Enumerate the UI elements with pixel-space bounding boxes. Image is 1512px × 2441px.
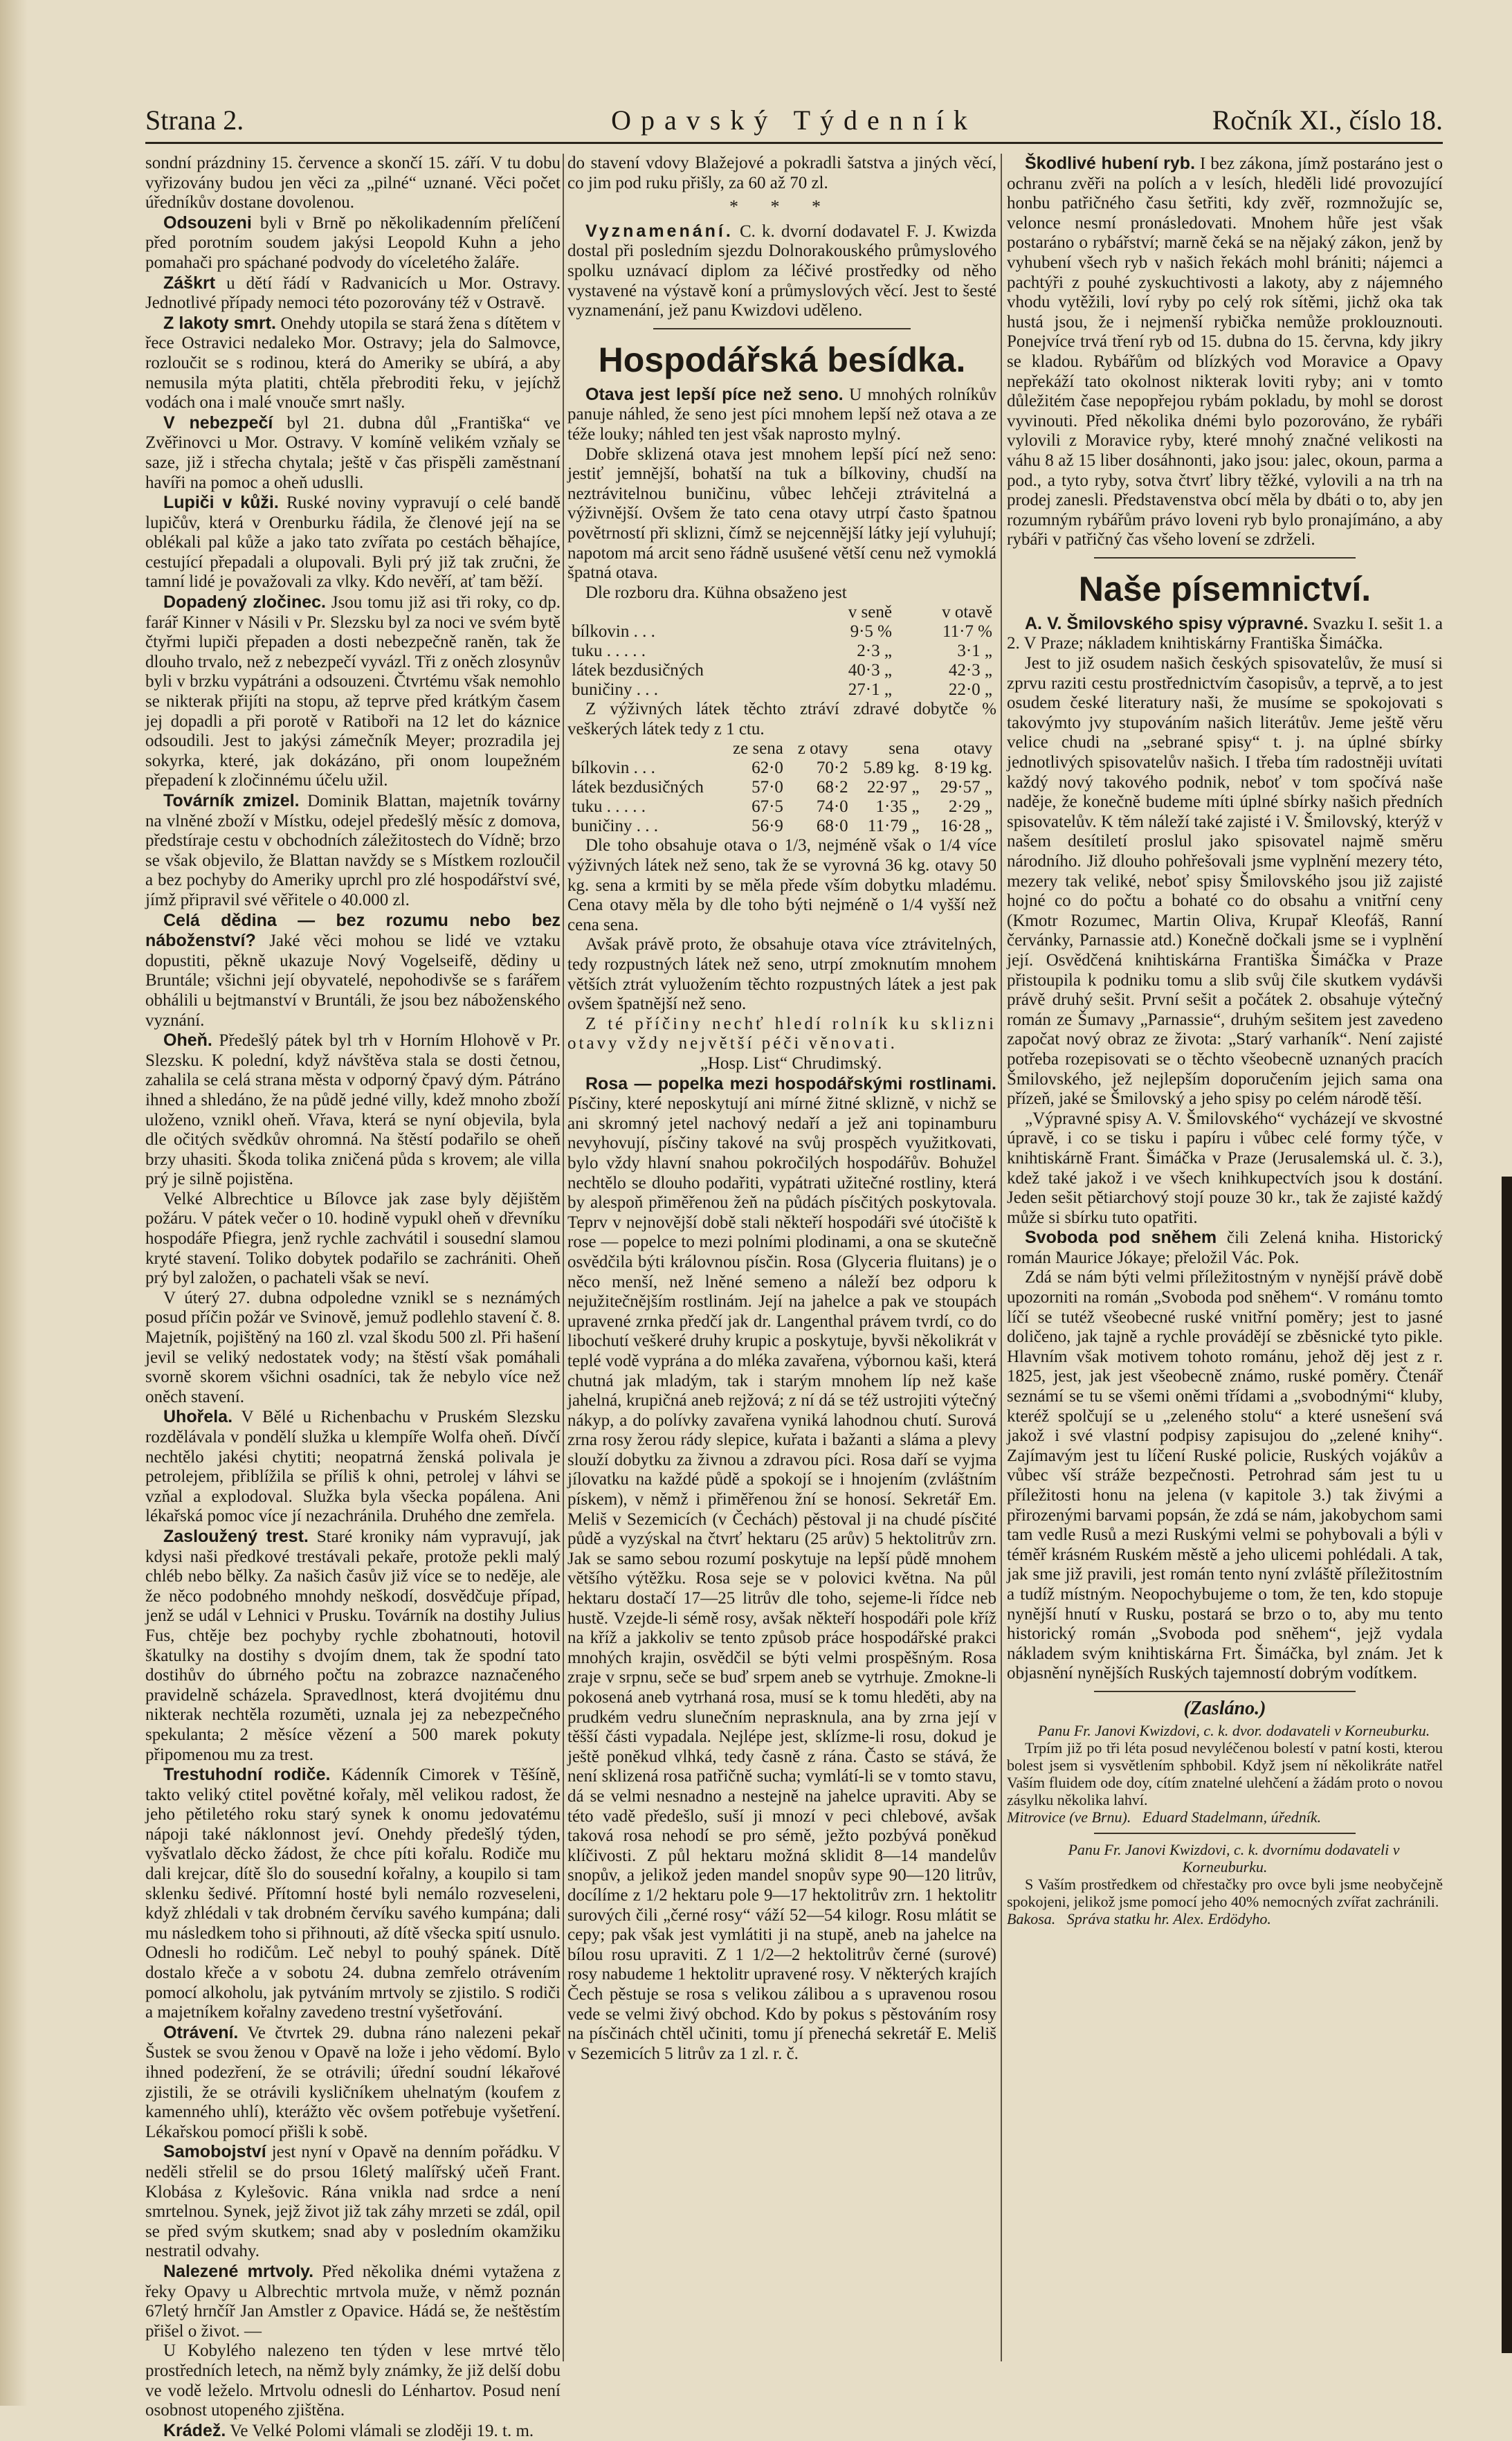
news-item — [145, 1190, 561, 1289]
article-text: I bez zákona, jímž postaráno jest o ochranu zvěři na polích a v lesích, hleděli lidé provozující honbu patřičného času šetřiti, kdy zvěř, rozmnožujíc se, velonce nesmí pronásledovati. Mnohem hůře jest však postaráno o rybářství; marně čeká se na nějaký zákon, jenž by vyhubení všech ryb v našich řekách mohl brániti; nájemci a pachtýři z pouhé zyskuchtivosti a lakoty, aby z nájemného vhodu vytěžili, loví ryby po celý rok sítěmi, jichž oka tak hustá jsou, že i nejmenší rybička nemůže proklouznouti. Ponejvíce trvá tření ryb od 15. dubna do 15. června, kdy jikry se kladou. Rybářům od blízkých vod Moravice a Opavy nepřekáží tato okolnost nikterak loviti ryby; ani v tomto důležitém čase nepopřejou rybám pokladu, by mohl se dorost vyvinouti. Před několika dnémi bylo pozorováno, že rybáři vylovili z Moravice ryby, které mnohý značné velikosti na váhu 8 až 15 liber dosáhnonti, jako jsou: jalec, okoun, parma a pod., a tyto ryby, sotva čtvrť libry těžké, vylovili a na trh na prodej zanesli. Představenstva obcí měla by dbáti o to, aby jen rozumným rybářům právo loveni ryb bylo pronajímáno, a aby rybáři v patřičný čas všeho lovení se zdrželi. — [1007, 154, 1443, 550]
news-item — [145, 2023, 561, 2143]
article-lead: Otava jest lepší píce než seno. — [585, 384, 844, 404]
table-header-cell: otavy — [954, 739, 992, 759]
table-cell: 22·0 „ — [948, 680, 992, 700]
article-skodlive — [1007, 154, 1443, 550]
news-text: Velké Albrechtice u Bílovce jak zase byly dějištěm požáru. V pátek večer o 10. hodině vypukl oheň v dřevníku hospodáře Pfiegra, jenž rychle zachvátil i sousední slamou kryté stavení. Toliko dobytek podařilo se zachrániti. Oheň prý byl založen, o pachateli však se neví. — [145, 1189, 561, 1288]
article-rosa — [567, 1074, 996, 2065]
letter-signature: Eduard Stadelmann, úředník. — [1142, 1808, 1322, 1826]
letter-text: S Vaším prostředkem od chřestačky pro ovce byli jsme neobyčejně spokojeni, jelikož jsme pomocí jeho 40% nemocných zvířat zachránili. — [1007, 1875, 1443, 1910]
table-cell: 16·28 „ — [940, 817, 992, 836]
table-cell: 5.89 kg. — [863, 759, 920, 778]
news-item — [145, 2421, 561, 2441]
news-item — [145, 493, 561, 592]
table-cell: 40·3 „ — [848, 661, 892, 680]
table-cell: 22·97 „ — [866, 778, 920, 797]
news-item — [145, 2341, 561, 2420]
table-cell: 2·29 „ — [948, 797, 992, 817]
table-row — [567, 661, 996, 680]
news-text: Dominik Blattan, majetník továrny na vlněné zboží v Místku, odejel předešlý měsíc z domova, předstíraje cestu v obchodních záležitostech do Vídně; brzo se však objevilo, že Blattan navždy se s Místkem rozloučil a bez pochyby do Ameriky uprchl pro zlé hospodářství své, jímž připravil své věřitele o 40.000 zl. — [145, 792, 561, 909]
news-text: Předešlý pátek byl trh v Horním Hlohově v Pr. Slezsku. K polední, když návštěva stala se dosti četnou, zahalila se celá strana města v odporný čpavý dým. Pátráno ihned a shledáno, že na půdě jedné villy, kdež mnoho zboží uloženo, vznikl oheň. Vřava, která se nyní objevila, byla dle očitých svědkův ohromná. Na štěstí podařilo se oheň brzy uhasiti. Škoda tolika zničená půda s krovem; ale villa prý je silně pojistěna. — [145, 1031, 561, 1189]
news-text: Onehdy utopila se stará žena s dítětem v řece Ostravici nedaleko Mor. Ostravy; jela do Salmovce, rozloučit se s rodinou, která do Ameriky se ubírá, a aby nemusila mýta platiti, chtěla přebroditi řeku, v jejíchž vodách ona i malé vnouče smrt našly. — [145, 314, 561, 412]
news-item — [145, 2142, 561, 2262]
article-lead: A. V. Šmilovského spisy výpravné. — [1025, 613, 1309, 633]
news-text: u dětí řádí v Radvanicích u Mor. Ostravy. Jednotlivé případy nemoci této pozorovány též v Ostravě. — [145, 273, 561, 313]
news-lead: Záškrt — [163, 273, 216, 293]
paragraph: Avšak právě proto, že obsahuje otava více ztrávitelných, tedy rozpustných látek než seno, utrpí zmoknutím mnohem větších ztrát vyluožením těchto rozpustných látek a jest pak ovšem špatnější než seno. — [567, 935, 996, 1014]
news-lead: Celá dědina — bez rozumu nebo bez náboženství? — [145, 910, 561, 951]
news-item — [145, 1407, 561, 1527]
table-cell: 11·79 „ — [867, 817, 920, 836]
news-item — [145, 413, 561, 493]
news-lead: Lupiči v kůži. — [163, 493, 279, 513]
nutrient-table — [567, 603, 996, 700]
volume-issue: Ročník XI., číslo 18. — [1212, 105, 1443, 136]
news-lead: Zasloužený trest. — [163, 1526, 309, 1546]
table-header-cell: v otavě — [942, 603, 992, 622]
table-header-cell: z otavy — [797, 739, 848, 759]
article-lead: Vyznamenání. — [585, 221, 734, 241]
news-text: Ruské noviny vypravují o celé bandě lupičův, která v Orenburku řádila, že členové její na se oblékali pal kůže a jako tato zvířata po cestách běhajíce, cestující přepadali a olupovali. Byli prý již tak zručni, že tamní lidé je považovali za vlky. Kdo nevěří, ať tam běží. — [145, 493, 561, 592]
table-header-cell: v seně — [848, 603, 892, 622]
column-1 — [145, 154, 561, 2440]
table-cell: 70·2 — [816, 759, 848, 778]
zaslano-heading: (Zasláno.) — [1183, 1697, 1266, 1719]
article-vyznamenani — [567, 221, 996, 321]
news-item — [145, 592, 561, 791]
news-lead: Trestuhodní rodiče. — [163, 1765, 331, 1785]
table-cell: 56·9 — [752, 817, 783, 836]
article-continuation: do stavení vdovy Blažejové a pokradli šatstva a jiných věcí, co jim pod ruku přišly, za 60 až 70 zl. — [567, 154, 996, 192]
table-cell: 8·19 kg. — [934, 759, 992, 778]
section-heading: Naše písemnictví. — [1078, 569, 1372, 608]
news-item — [145, 314, 561, 413]
letter-place — [1007, 1808, 1443, 1826]
news-text: Jaké věci mohou se lidé ve vztaku dopustiti, pěkně ukazuje Nový Vogelseifě, dědiny u Bruntále; všichni její obyvatelé, nepohodivše se s farářem obhálili u bejtmanství v Bruntáli, že jsou bez náboženského vyznání. — [145, 932, 561, 1030]
news-lead: Dopadený zločinec. — [163, 592, 326, 612]
table-cell: tuku . . . . . — [572, 642, 646, 661]
table-cell: 3·1 „ — [957, 642, 992, 661]
column-2 — [567, 154, 996, 2361]
paragraph: Dle toho obsahuje otava o 1/3, nejméně však o 1/4 více výživných látek než seno, tak že se vyrovná 36 kg. otavy 50 kg. sena a krmiti by se měla přede vším dobytku mladému. Cena otavy měla by dle toho býti nejméně o 1/4 vyšší než cena sena. — [567, 836, 996, 934]
table-header-cell — [567, 739, 722, 759]
newspaper-title: Opavský Týdenník — [611, 105, 977, 136]
table-row — [567, 680, 996, 700]
news-item — [145, 273, 561, 314]
letter-place — [1007, 1910, 1443, 1927]
table-header-cell: sena — [889, 739, 920, 759]
table-cell: 67·5 — [752, 797, 783, 817]
news-text: Před několika dnémi vytažena z řeky Opavy u Albrechtic mrtvola muže, v němž poznán 67letý hrnčíř Jan Amstler z Opavice. Hádá se, že neštěstím přišel o život. — — [145, 2262, 561, 2341]
article-lead: Rosa — popelka mezi hospodářskými rostlinami. — [585, 1073, 996, 1094]
news-text: V Bělé u Richenbachu v Pruském Slezsku rozdělávala v pondělí služka u klempíře Wolfa oheň. Dívčí nechtělo jakési chytiti; neopatrná ženská polivala je petrolejem, přiblížila se příliš k ohni, petrolej v láhvi se vzňal a explodoval. Služka byla všecka popálena. Ani lékařská pomoc více jí nezachránila. Druhého dne zemřela. — [145, 1408, 561, 1526]
article-text: Písčiny, které neposkytují ani mírné žitné sklizně, v nichž se ani skromný jetel nachový nedaří a jež ani topinamburu nevyhovují, písčiny takové na svůj prospěch využitkovati, bylo vždy hlavní snahou pokročilých hospodářův. Bohužel nechtělo se dlouho podařiti, vypátrati užitečné rostliny, která by alespoň přiměřenou žeň na půdách písčitých poskytovala. Teprv v nejnovější době stali někteří hospodáři své útočiště k rose — popelce to mezi polními plodinami, a ona se skutečně osvědčila býti královnou písčin. Rosa (Glyceria fluitans) je o něco menší, než lněné semeno a náleží bez odporu k nejužitečnějším rostlinám. Její na jahelce a pak ve stoupách upravené zrnka předčí jak dr. Langenthal právem tvrdí, co do libochutí veškeré druhy krupic a poskytuje, byvši několikrát v teplé vodě vyprána a do mléka zavařena, výbornou kaši, která chutná jak mladým, tak i starým mnohem líp než kaše jahelná, krupičná aneb rejžová; z ní dá se též ustrojiti výtečný nákyp, a do polívky zavařena vyniká lahodnou chutí. Surová zrna rosy žerou rády slepice, kuřata i bažanti a sláma a plevy slouží dobytku za živnou a zdravou píci. Rosa daří se vyjma jílovatku na každé půdě a spokojí se i hnojením (zvláštním pískem), v němž i přiměřenou žní se honosí. Sekretář Em. Meliš v Sezemicích (v Čechách) pěstoval ji na chudé písčité půdě a vyzýskal na čtvrť hektaru (25 arův) 5 hektolitrův zrn. Jak se samo sebou rozumí poskytuje na lepší půdě mnohem většího výtěžku. Rosa seje se v polovici května. Na půl hektaru dostačí 17—25 litrův dle toho, sejeme-li řídce neb hustě. Vzejde-li sémě rosy, avšak někteří hospodáři pole kříž na kříž a jakkoliv se tento způsob práce hospodářské prakci mnohých krajin, osvědčil se býti velmi prospěšným. Rosa zraje v srpnu, seče se buď srpem aneb se vytrhuje. Zmokne-li pokosená aneb vytrhaná rosa, musí se k tomu hleděti, aby na prudkém vedru slunečním neprasknula, ana by zrna její v těšší části vypadala. Nejlépe jest, sklízme-li rosu, dokud je ještě poněkud vlhká, tedy časně z rána. Často se stává, že není sklizená rosa patřičně sucha; vymlátí-li se v tomto stavu, dá se velmi nesnadno a nestejně na jahelce upraviti. Aby se této vadě předešlo, suší ji mnozí v peci chlebové, avšak taková rosa nehodí se pro sémě, ježto pozbývá poněkud klíčivosti. Z půl hektaru možná sklidit 8—14 mandelův snopův, a jelikož jeden mandel snopův sype 90—120 litrův, docílíme z 1/2 hektaru pole 9—17 hektolitrův zrn. 1 hektolitr surových čili „černé rosy“ váží 52—54 kilogr. Rosu mlátit se cepy; pak však jest vymlátiti ji na stupě, aneb na jahelce na bílou rosu upraviti. Z 1 1/2—2 hektolitrův černé (surové) rosy nabudeme 1 hektolitr upravené rosy. V některých krajích Čech pěstuje se rosa s velikou zálibou a s upravenou rosou vede se velmi živý obchod. Kdo by pokus s pěstováním rosy na písčinách chtěl učiniti, tomu jí přenechá sekretář E. Meliš v Sezemicích 5 litrův za 1 zl. r. č. — [567, 1094, 997, 2063]
article-lead: Svoboda pod sněhem — [1025, 1228, 1217, 1248]
table-cell: 68·2 — [816, 778, 848, 797]
letter-text: Trpím již po tři léta posud nevyléčenou bolestí v patní kosti, kterou bolest jsem si vysvětlením sphbobil. Když jsem ní několikráte natřel Vaším fluidem ode doy, cítím znatelné ulehčení a žádám proto o novou zásylku několika lahví. — [1007, 1739, 1443, 1808]
header-rule — [145, 142, 1443, 144]
news-item — [145, 1031, 561, 1190]
digestible-table — [567, 739, 996, 836]
news-item — [145, 1527, 561, 1765]
table-cell: 62·0 — [752, 759, 783, 778]
paragraph: Jest to již osudem našich českých spisovatelův, že musí si zprvu raziti cestu prostřednictvím časopisův, a teprvě, a to jest osudem české literatury naši, že musíme se spokojovati s takovýmto jvy stupováním našich literátův. Jeme ještě věru velice chudi na „sebrané spisy“ t. j. na úplné sbírky jednotlivých spisovatelův našich. I třeba tím radostněji uvítati každý nový takového podnik, neboť v tom spočívá naše naděje, že konečně budeme míti úplné sbírky našich předních spisovatelův. K těm náleží také zajisté i V. Šmilovský, kterýž v našem desítiletí proslul jako spisovatel najmě směru národního. Již dlouho pohřešovali jsme vyplnění mezery této, mezery tak veliké, neboť spisy Šmilovského jsou již zajisté hojné co do počtu a bohaté co do obsahu a vnitřní ceny (Kmotr Rozumec, Martin Oliva, Krupař Kleofáš, Ranní červánky, Parnassie atd.) Konečně dočkali jsme se i vyplnění její. Osvědčená knihtiskárna Františka Šimáčka v Praze přistoupila k podniku tomu a slib svůj čile skutkem vydávši právě druhý sešit. První sešit a počátek 2. obsahuje výtečný román ze Šumavy „Parnassie“, druhým sešitem jest zavedeno započat nový obraz ze života: „Starý varhaník“. Není zajisté potřeba rozepisovati se o těchto všeobecně uznaných pracích Šmilovského, jež nejlepším doporučením jejich sama ona přízeň, jaké se Šmilovský a jeho spisy po celém národě těší. — [1007, 654, 1443, 1109]
table-cell: 68·0 — [816, 817, 848, 836]
news-lead: Nalezené mrtvoly. — [163, 2261, 314, 2281]
section-heading: Hospodářská besídka. — [598, 340, 966, 379]
article-lead: Škodlivé hubení ryb. — [1025, 154, 1196, 173]
news-text: U Kobylého nalezeno ten týden v lese mrtvé tělo prostředních letech, na němž byly známky, že již delší dobu ve vodě leželo. Mrtvolu odnesli do Lénhartov. Posud není osobnost utopeného zjištěna. — [145, 2341, 561, 2420]
source-signature: „Hosp. List“ Chrudimský. — [700, 1054, 882, 1073]
table-cell: 11·7 % — [942, 622, 992, 642]
letter-place-text: Mitrovice (ve Brnu). — [1007, 1808, 1131, 1826]
table-row — [567, 817, 996, 836]
article-text: čili Zelená kniha. Historický román Maurice Jókaye; přeložil Vác. Pok. — [1007, 1228, 1443, 1267]
news-text: Ve čtvrtek 29. dubna ráno nalezeni pekař Šustek se svou ženou v Opavě na lože i jeho vědomí. Bylo ihned podezření, že se otrávili; úřední soudní lékařové zjistili, že se otrávili kysličníkem uhelnatým (koufem z kamenného uhlí), kterážto věc ovšem potřebuje vyšetření. Lékařskou pomocí přišli k sobě. — [145, 2023, 561, 2141]
news-lead: Krádež. — [163, 2420, 226, 2440]
page-edge-shade — [0, 0, 28, 2406]
letter-address: Panu Fr. Janovi Kwizdovi, c. k. dvor. dodavateli v Korneuburku. — [1037, 1721, 1430, 1739]
news-lead: Továrník zmizel. — [163, 791, 300, 810]
paragraph: Dobře sklizená otava jest mnohem lepší pící než seno: jestiť jemnější, bohatší na tuk a bílkoviny, chudší na neztrávitelnou buničinu, vůbec lehčeji ztrávitelná a výživnější. Ovšem že tato cena otavy utrpí často špatnou povětrností při sklizni, čímž se nejcennější látky její vyluhují; napotom má arcit seno řádně usušené větší cenu než vymoklá špatná otava. — [567, 444, 996, 583]
paragraph: „Výpravné spisy A. V. Šmilovského“ vycházejí ve skvostné úpravě, i co se tisku i papíru i vůbec celé formy týče, v knihtiskárně Frant. Šimáčka v Praze (Jerusalemská ul. č. 3.), kdež také jakož i ve všech knihkupectvích jsou k dostání. Jeden sešit pětiarchový stojí pouze 30 kr., tak že zajisté každý může si sbírku tuto opatřiti. — [1007, 1109, 1443, 1227]
article-text: Svazku I. sešit 1. a 2. V Praze; nákladem knihtiskárny Františka Šimáčka. — [1007, 614, 1443, 653]
news-lead: V nebezpečí — [163, 412, 273, 433]
table-cell: buničiny . . . — [572, 680, 658, 700]
column-3 — [1007, 154, 1443, 2361]
table-cell: 57·0 — [752, 778, 783, 797]
letter-place-text: Bakosa. — [1007, 1909, 1056, 1927]
article-otava — [567, 385, 996, 445]
table-header-cell: ze sena — [733, 739, 783, 759]
paragraph: Z té příčiny nechť hledí rolník ku sklizni otavy vždy největší péči věnovati. — [567, 1014, 996, 1053]
table-cell: látek bezdusičných — [572, 661, 704, 680]
table-cell: tuku . . . . . — [572, 797, 646, 817]
table-cell: 1·35 „ — [875, 797, 920, 817]
paragraph: Zdá se nám býti velmi příležitostným v nynější právě době upozorniti na román „Svoboda pod sněhem“. V románu tomto líčí se tutéž všeobecné ruské vnitřní poměry; jest to jasné doličeno, jak tajně a rychle provádějí se zběsnické tyto pikle. Hlavním však motivem tohoto románu, jehož děj jest z r. 1825, jest, jak jest všeobecně známo, ruské poměry. Čtenář seznámí se tu se všemi oněmi třídami a „svobodnými“ kluby, kteréž spolčují se u „zeleného stolu“ a které usnešení svá jakož i své vlastní podpisy zapisujou do „zelené knihy“. Zajímavým jest tu líčení Ruské policie, Ruských vojákův a vůbec vší stráže bezpečnosti. Petrohrad sám jest tu u příležitosti honu na jelena (v kapitole 3.) tak živými a přirozenými barvami popsán, že zdá se nám, jakobychom sami tam vedle Rusů a mezi Ruskými velmi se pohybovali a býli v téměř krásném Ruském městě a jeho ulicemi pohlédali. A tak, jak sme již pravili, jest román tento nyní zvláště příležitostním a tudíž místným. Neopochybujeme o tom, že ten, kdo stopuje nynější hnutí v Rusku, postará se brzo o to, aby mu tento historický román „Svoboda pod sněhem“, jejž vydala nákladem svým knihtiskárna Frt. Šimáčka, byl znám. Jet k objasnění nynějších Ruských tajemností dobrým vodítkem. — [1007, 1268, 1443, 1683]
table-cell: 27·1 „ — [848, 680, 892, 700]
table-title: Dle rozboru dra. Kühna obsaženo jest — [585, 583, 847, 602]
news-item — [145, 911, 561, 1031]
news-text: V úterý 27. dubna odpoledne vznikl se s neznámých posud příčin požár ve Svinově, jemuž podlehlo stavení č. 8. Majetník, pojištěný na 160 zl. vzal škodu 500 zl. Při hašení jevil se veliký nedostatek vody; na štěstí však pomáhali svorně skorem všichni osadníci, tak že nebylo více než oněch stavení. — [145, 1288, 561, 1406]
table-cell: 29·57 „ — [940, 778, 992, 797]
table-cell: 9·5 % — [850, 622, 892, 642]
news-text: sondní prázdniny 15. července a skončí 15. září. V tu dobu vyřizovány budou jen věci za „pilné“ uznané. Věci počet úředníkův dostane dovolenou. — [145, 154, 561, 212]
separator-stars: * * * — [729, 197, 835, 217]
news-lead: Oheň. — [163, 1031, 212, 1051]
table-title: Z výživných látek těchto ztráví zdravé dobytče % veškerých látek tedy z 1 ctu. — [567, 700, 996, 738]
table-header-row — [567, 603, 996, 622]
table-cell: látek bezdusičných — [572, 778, 704, 797]
article-text: C. k. dvorní dodavatel F. J. Kwizda dostal při posledním sjezdu Dolnorakouského průmyslového spolku uznávací diplom za léčivé prostředky od něho vystavené na výstavě koní a průmyslových věcí. Jest to šesté vyznamenání, jež panu Kwizdovi uděleno. — [567, 221, 996, 320]
page-header — [145, 104, 1443, 145]
news-item — [145, 1765, 561, 2023]
table-header-row — [567, 739, 996, 759]
article-text: U mnohých rolníkův panuje náhled, že seno jest píci mnohem lepší než otava a ze téže louky; náhled ten jest však naprosto mylný. — [567, 385, 996, 444]
table-row — [567, 778, 996, 797]
table-row — [567, 642, 996, 661]
table-cell: 42·3 „ — [948, 661, 992, 680]
news-text: Ve Velké Polomi vlámali se zloději 19. t. m. — [226, 2421, 534, 2440]
news-lead: Uhořela. — [163, 1407, 233, 1427]
letter-address: Panu Fr. Janovi Kwizdovi, c. k. dvornímu dodavateli v Korneuburku. — [1068, 1840, 1400, 1876]
divider — [653, 328, 911, 329]
page-number: Strana 2. — [145, 105, 244, 136]
news-text: Staré kroniky nám vypravují, jak kdysi naši předkové trestávali pekaře, protože pekli malý chléb nebo bělky. Za našich časův již více se to neděje, ale že něco podobného mnohdy neškodí, dosvědčuje případ, jenž se udál v Lehnici v Prusku. Továrník na dostihy Julius Fus, chtěje bez pochyby rychle zbohatnouti, hotovil škatulky na dostihy s dvojím dnem, tak že spodní tato dostihův do úbrného počtu na zobrazce naznačeného pravidelně scházela. Spravedlnost, která dvojitému dnu nikterak nechtěla rozuměti, uznala jej za nebezpečného spekulanta; 2 měsíce vězení a 500 marek pokuty připomenou mu za trest. — [145, 1527, 561, 1764]
article-smilovsky — [1007, 614, 1443, 654]
article-svoboda — [1007, 1228, 1443, 1268]
table-cell: 2·3 „ — [857, 642, 892, 661]
news-item — [145, 1289, 561, 1408]
news-text: byli v Brně po několikadenním přelíčení před porotním soudem jakýsi Leopold Kuhn a jeho pomahači pro spáchané podvody do víceletého žaláře. — [145, 213, 561, 272]
news-lead: Samobojství — [163, 2142, 266, 2162]
news-item — [145, 213, 561, 273]
news-text: jest nyní v Opavě na denním pořádku. V neděli střelil se do prsou 16letý malířský učeň Frant. Klobása z Kylešovic. Rána vnikla nad srdce a není smrtelnou. Synek, jejž život již tak záhy mrzeti se zdál, opil se před svým skutkem; snad aby v posledním okamžiku nestratil odvahy. — [145, 2143, 561, 2261]
table-cell: bílkovin . . . — [572, 759, 655, 778]
divider — [1094, 1691, 1356, 1692]
table-cell: 74·0 — [816, 797, 848, 817]
letter-signature: Správa statku hr. Alex. Erdödyho. — [1066, 1909, 1271, 1927]
page-edge-dark — [1502, 1177, 1512, 2353]
news-text: Jsou tomu již asi tři roky, co dp. farář Kinner v Násili v Pr. Slezsku byl za noci ve svém bytě čtyřmi lupiči přepaden a dosti nebezpečně raněn, tak že dlouho trvalo, než z nebezpečí vyvázl. Tři z oněch zlosynův byli v brzku vypátráni a odsouzeni. Čtvrtému však nemohlo se nikterak přijíti na stopu, až teprve před krátkým časem jej dopadli a při porotě v Ratiboři na 12 let do káznice odsoudili. Jest to jakýsi zámečník Meyer; prozradila jej sokyrka, které, jak dokázáno, při onom loupežném přepadení k zločinnému účelu užil. — [145, 593, 561, 790]
table-row — [567, 759, 996, 778]
column-divider — [563, 154, 564, 2361]
table-row — [567, 622, 996, 642]
news-lead: Otrávení. — [163, 2022, 239, 2042]
news-item — [145, 791, 561, 911]
news-text: byl 21. dubna důl „Františka“ ve Zvěřinovci u Mor. Ostravy. V komíně velikém vzňaly se saze, již i střecha chytala; ještě v čas přispěli zaměstnaní havíři na pomoc a oheň uduslli. — [145, 413, 561, 492]
table-header-cell — [567, 603, 808, 622]
divider — [1094, 557, 1356, 559]
table-row — [567, 797, 996, 817]
news-lead: Z lakoty smrt. — [163, 313, 276, 333]
column-divider — [1001, 154, 1002, 2361]
news-item — [145, 154, 561, 213]
news-text: Kádenník Cimorek v Těšíně, takto veliký ctitel povětné kořaly, měl velikou radost, že jeho pětiletého roku starý synek k onomu jedovatému nápoji také náklonnost jeví. Onehdy předešlý týden, vyšvatlalo děcko žádost, že chce píti kořalu. Rodiče mu dali krejcar, dítě šlo do sousední kořalny, a koupilo si tam sklenku šedivé. Přítomní hosté byli nemálo rozveseleni, když zhlédali v tak drobném červíku savého kumpána; dali mu následkem toho si přihnouti, až dítě všecka spití usnulo. Odnesli ho rodičům. Leč nebyl to pouhý spánek. Dítě dostalo křeče a v sobotu 24. dubna zemřelo otrávením pomocí alkoholu, jak pytváním mrtvoly se zjistilo. S rodiči a majetníkem kořalny zavedeno trestní vyšetřování. — [145, 1766, 561, 2022]
table-cell: buničiny . . . — [572, 817, 658, 836]
divider — [1094, 1833, 1356, 1834]
table-cell: bílkovin . . . — [572, 622, 655, 642]
news-item — [145, 2262, 561, 2341]
news-lead: Odsouzeni — [163, 212, 252, 233]
